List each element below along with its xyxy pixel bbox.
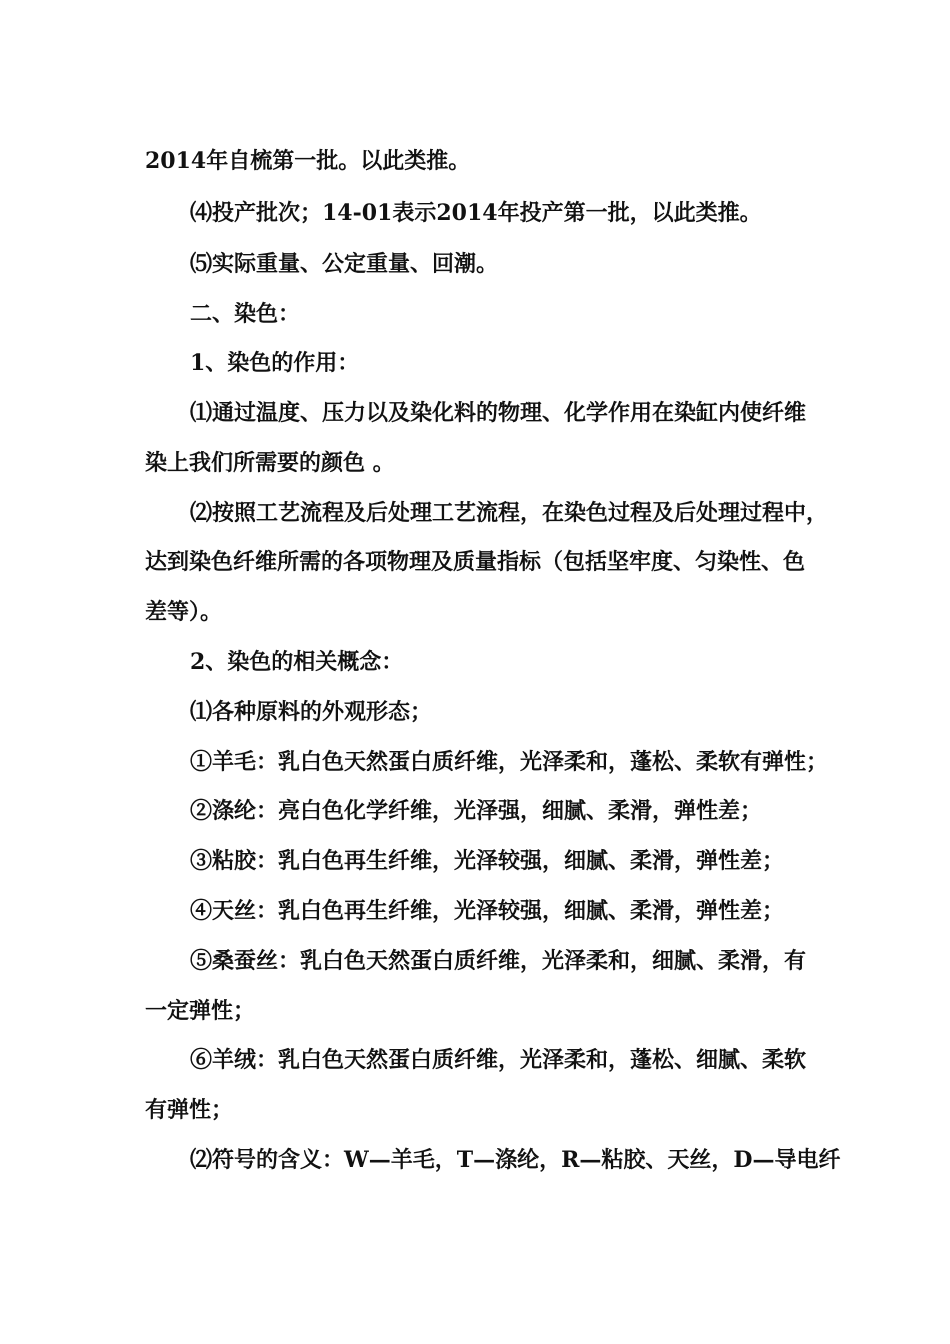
- text-line: ⑸实际重量、公定重量、回潮。: [190, 251, 499, 277]
- subsection-heading: 1、染色的作用：: [190, 350, 360, 376]
- subsection-heading: 2、染色的相关概念：: [190, 649, 404, 675]
- text-line: 差等）。: [145, 599, 223, 625]
- list-item: ⑤桑蚕丝：乳白色天然蛋白质纤维，光泽柔和，细腻、柔滑，有: [190, 948, 807, 974]
- list-item: ②涤纶：亮白色化学纤维，光泽强，细腻、柔滑，弹性差；: [190, 798, 763, 824]
- text-line: ⑷投产批次；14-01表示2014年投产第一批，以此类推。: [190, 200, 762, 226]
- text-line: 一定弹性；: [145, 998, 256, 1024]
- text-line: 染上我们所需要的颜色 。: [145, 450, 395, 476]
- list-item: ①羊毛：乳白色天然蛋白质纤维，光泽柔和，蓬松、柔软有弹性；: [190, 749, 829, 775]
- list-item: ③粘胶：乳白色再生纤维，光泽较强，细腻、柔滑，弹性差；: [190, 848, 785, 874]
- text-line: ⑴各种原料的外观形态；: [190, 699, 433, 725]
- list-item: ⑥羊绒：乳白色天然蛋白质纤维，光泽柔和，蓬松、细腻、柔软: [190, 1047, 807, 1073]
- text-line: ⑵符号的含义：W—羊毛，T—涤纶，R—粘胶、天丝，D—导电纤: [190, 1147, 841, 1173]
- section-heading: 二、染色：: [190, 301, 301, 327]
- text-line: ⑴通过温度、压力以及染化料的物理、化学作用在染缸内使纤维: [190, 400, 807, 426]
- list-item: ④天丝：乳白色再生纤维，光泽较强，细腻、柔滑，弹性差；: [190, 898, 785, 924]
- text-line: ⑵按照工艺流程及后处理工艺流程，在染色过程及后处理过程中，: [190, 500, 829, 526]
- text-line: 达到染色纤维所需的各项物理及质量指标（包括坚牢度、匀染性、色: [145, 549, 806, 575]
- text-line: 2014年自梳第一批。以此类推。: [145, 148, 471, 174]
- text-line: 有弹性；: [145, 1097, 234, 1123]
